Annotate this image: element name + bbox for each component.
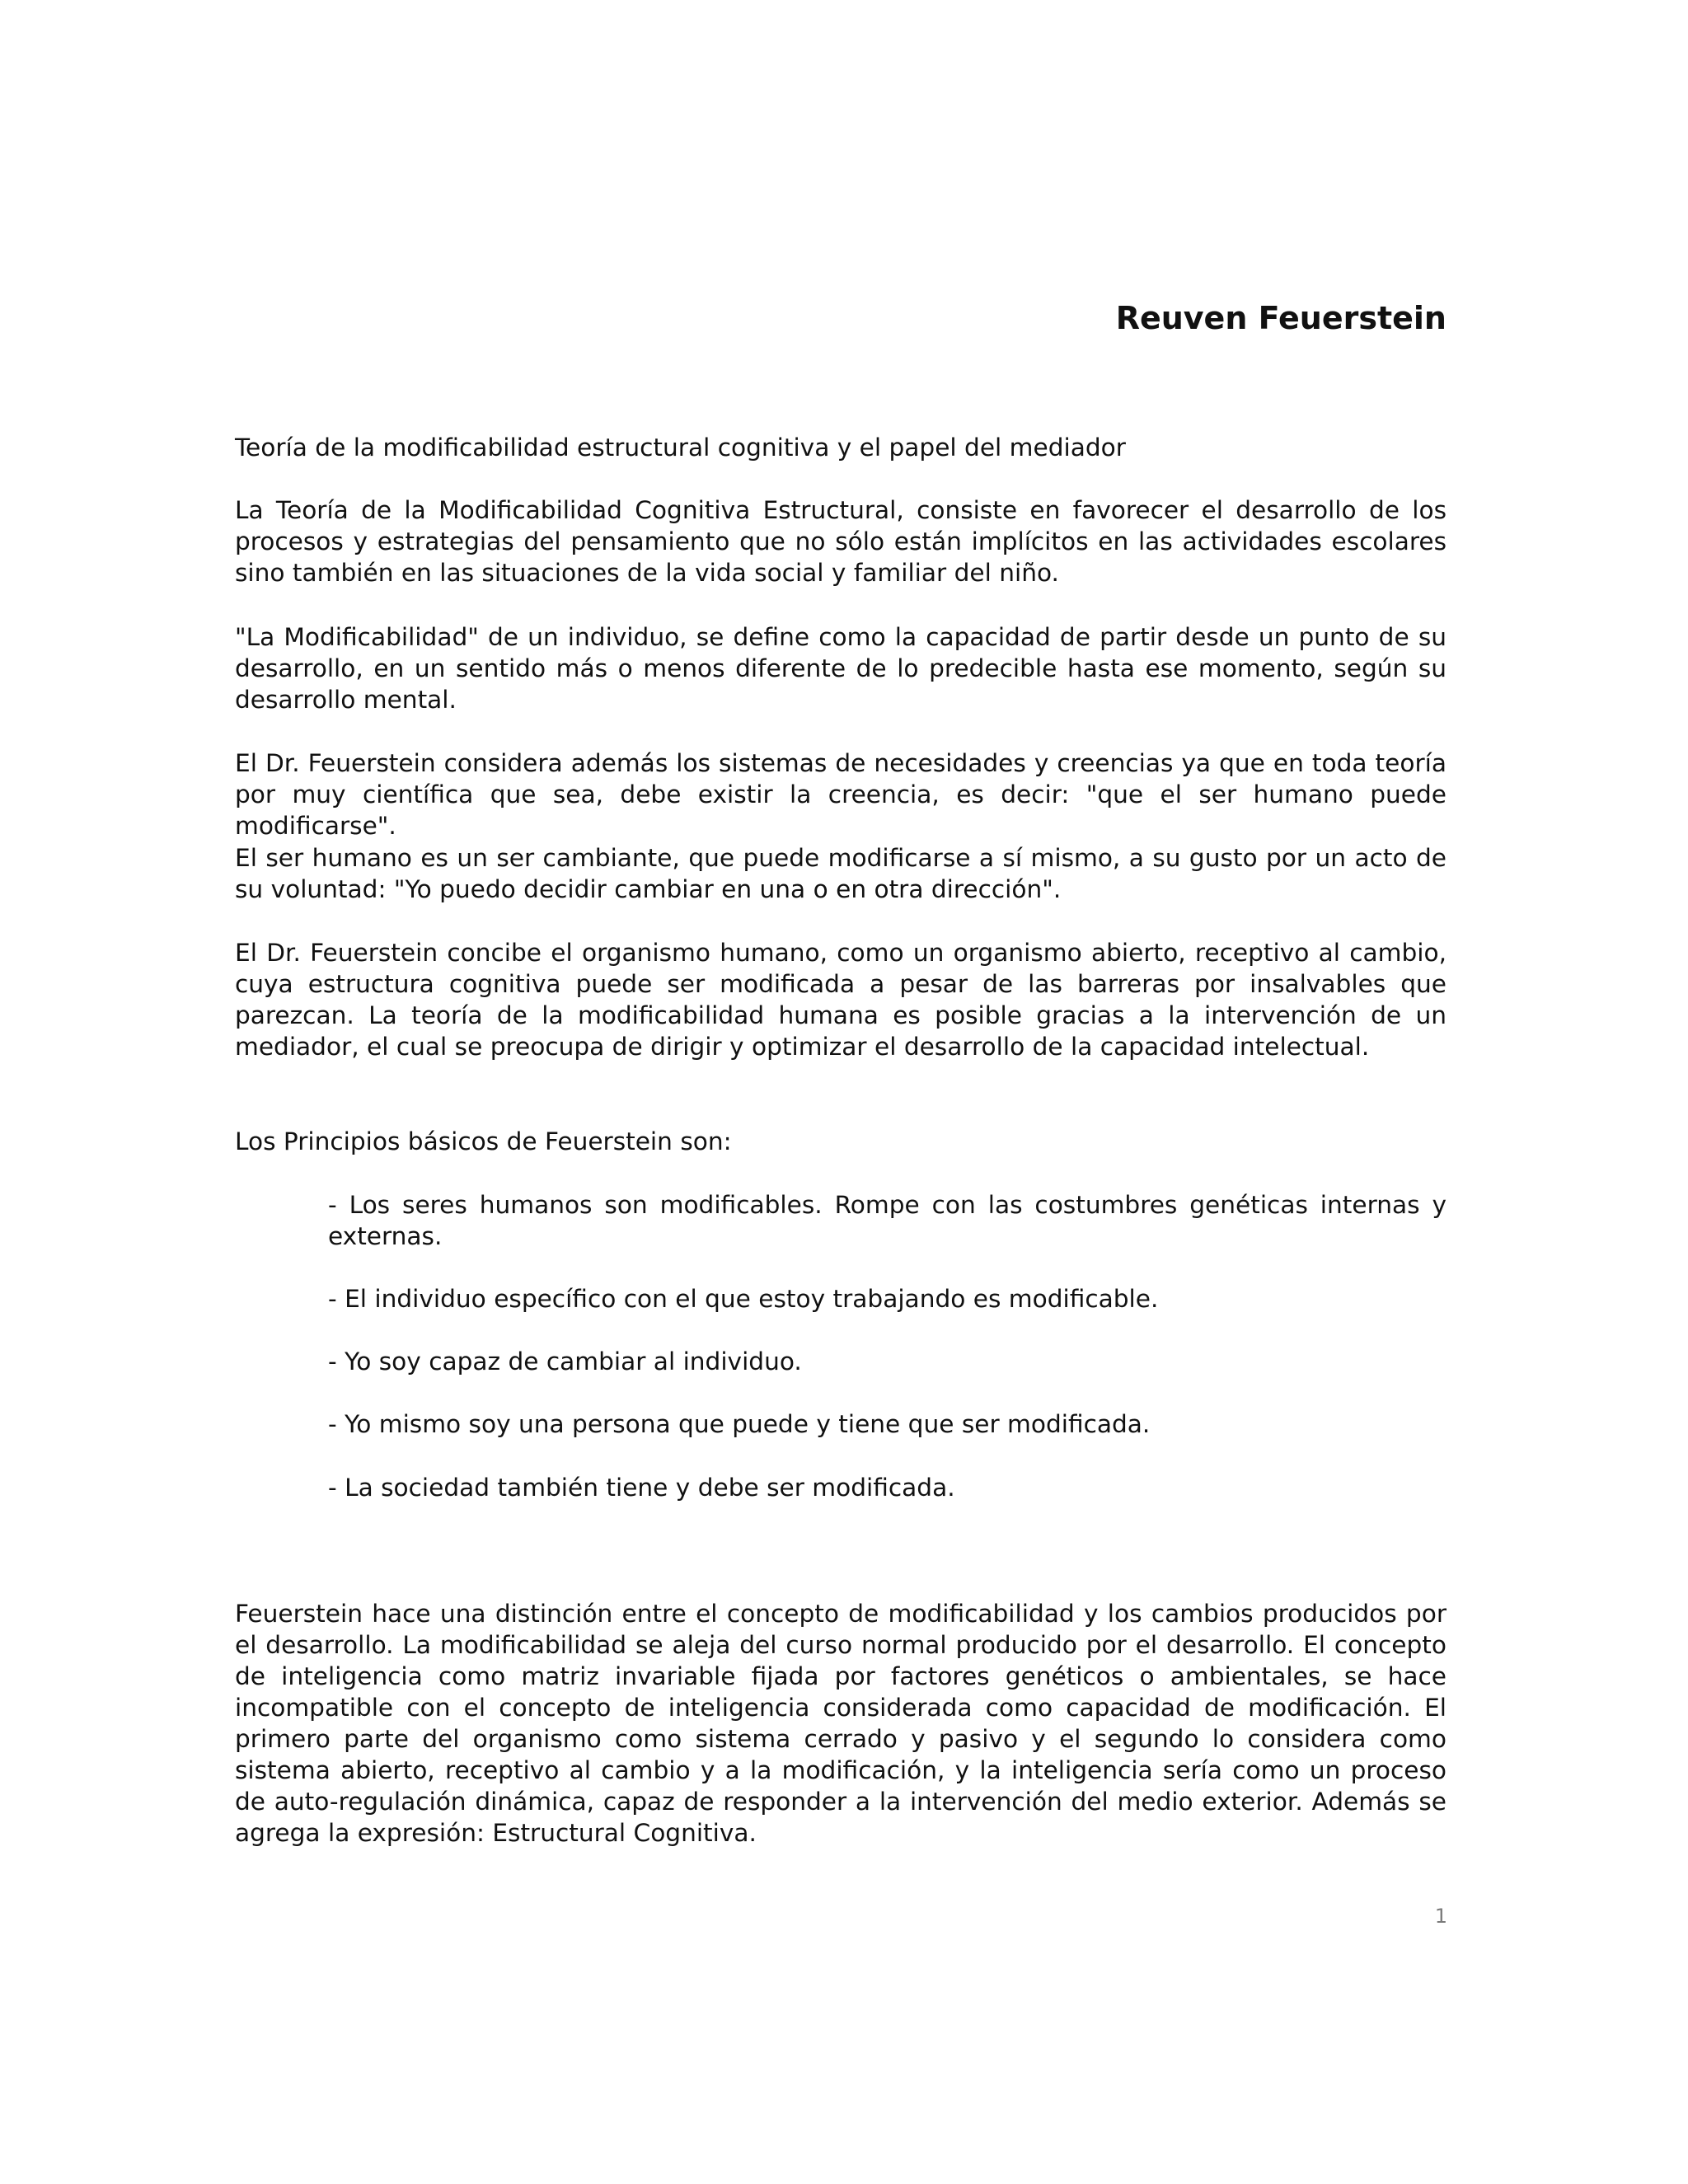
- paragraph-closing: Feuerstein hace una distinción entre el concepto de modificabilidad y los cambios producidos por el desarrollo. La modificabilidad se aleja del curso normal producido por el desarrollo. El concepto de inteligencia como matriz invariable fijada por factores genéticos o ambientales, se hace incompatible con el concepto de inteligencia considerada como capacidad de modificación. El primero parte del organismo como sistema cerrado y pasivo y el segundo lo considera como sistema abierto, receptivo al cambio y a la modificación, y la inteligencia sería como un proceso de auto-regulación dinámica, capaz de responder a la intervención del medio exterior. Además se agrega la expresión: Estructural Cognitiva.: [235, 1600, 1447, 1847]
- principle-item: - Yo soy capaz de cambiar al individuo.: [328, 1347, 802, 1376]
- principle-item: - Yo mismo soy una persona que puede y tiene que ser modificada.: [328, 1410, 1151, 1438]
- page-number: 1: [1434, 1905, 1447, 1928]
- principle-item: - La sociedad también tiene y debe ser modificada.: [328, 1474, 955, 1502]
- paragraph-beliefs: El Dr. Feuerstein considera además los sistemas de necesidades y creencias ya que en toda teoría por muy científica que sea, debe existir la creencia, es decir: "que el ser humano puede modificarse".: [235, 749, 1447, 840]
- paragraph-modifiability-definition: "La Modificabilidad" de un individuo, se define como la capacidad de partir desde un punto de su desarrollo, en un sentido más o menos diferente de lo predecible hasta ese momento, según su desarrollo mental.: [235, 623, 1447, 714]
- document-title: Reuven Feuerstein: [1115, 300, 1447, 336]
- principle-item: - El individuo específico con el que estoy trabajando es modificable.: [328, 1285, 1159, 1313]
- paragraph-theory-definition: La Teoría de la Modificabilidad Cognitiva Estructural, consiste en favorecer el desarrollo de los procesos y estrategias del pensamiento que no sólo están implícitos en las actividades escolares sino también en las situaciones de la vida social y familiar del niño.: [235, 496, 1447, 587]
- principle-item: - Los seres humanos son modificables. Rompe con las costumbres genéticas internas y externas.: [328, 1191, 1447, 1250]
- paragraph-changing-being: El ser humano es un ser cambiante, que puede modificarse a sí mismo, a su gusto por un acto de su voluntad: "Yo puedo decidir cambiar en una o en otra dirección".: [235, 844, 1447, 903]
- principles-heading: Los Principios básicos de Feuerstein son:: [235, 1127, 732, 1155]
- document-subtitle: Teoría de la modificabilidad estructural cognitiva y el papel del mediador: [235, 434, 1126, 462]
- paragraph-open-organism: El Dr. Feuerstein concibe el organismo humano, como un organismo abierto, receptivo al cambio, cuya estructura cognitiva puede ser modificada a pesar de las barreras por insalvables que parezcan. La teoría de la modificabilidad humana es posible gracias a la intervención de un mediador, el cual se preocupa de dirigir y optimizar el desarrollo de la capacidad intelectual.: [235, 939, 1447, 1061]
